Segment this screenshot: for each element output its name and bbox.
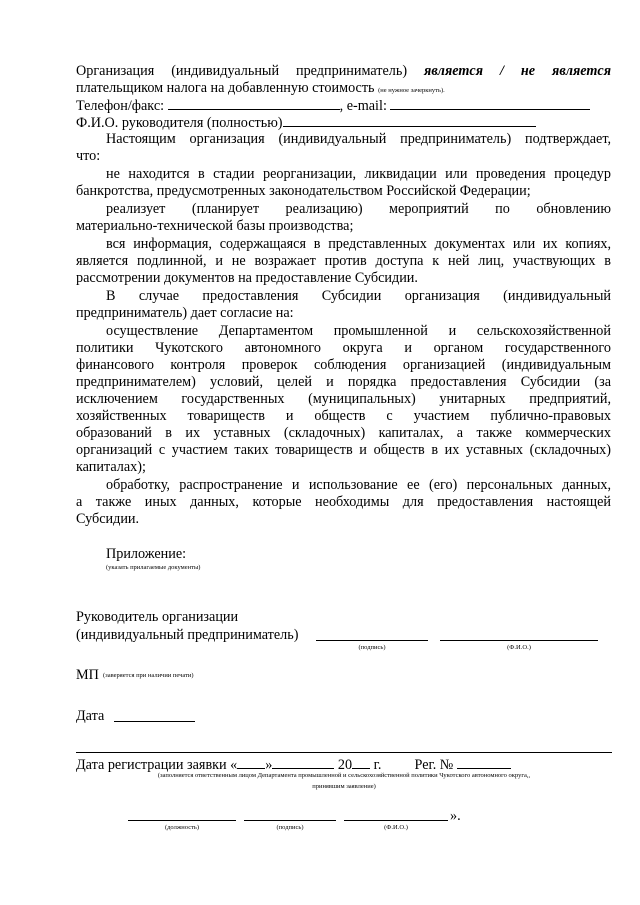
item-authenticity-end: рассмотрении документов на предоставление Субсидии.: [76, 270, 418, 286]
org-prefix-text: Организация (индивидуальный предприниматель): [76, 63, 408, 79]
consent-item-inspection-3: финансового контроля проверок соблюдения организацией (индивидуальным: [76, 357, 611, 373]
item-modernization: реализует (планирует реализацию) мероприятий по обновлению: [106, 201, 611, 217]
email-field[interactable]: [390, 97, 590, 110]
item-authenticity: вся информация, содержащаяся в представленных документах или их копиях,: [106, 236, 611, 252]
head-name-label: Ф.И.О. руководителя (полностью): [76, 115, 283, 131]
email-label: , e-mail:: [339, 98, 387, 114]
consent-item-inspection: осуществление Департаментом промышленной и сельскохозяйственной: [106, 323, 611, 339]
consent-item-inspection-4: предпринимателем) условий, целей и порядка предоставления Субсидии (за: [76, 374, 611, 390]
attachment-note: (указать прилагаемые документы): [106, 564, 201, 571]
head-title-line2: (индивидуальный предприниматель): [76, 627, 299, 643]
consent-paragraph-cont: предприниматель) дает согласие на:: [76, 305, 294, 321]
official-fio-line[interactable]: [344, 820, 448, 821]
consent-item-inspection-6: хозяйственных товариществ и обществ с участием публично-правовых: [76, 408, 611, 424]
is-option: является: [424, 63, 484, 79]
head-signature-line[interactable]: [316, 640, 428, 641]
vat-text: плательщиком налога на добавленную стоимость: [76, 80, 375, 96]
official-signature-line[interactable]: [244, 820, 336, 821]
phone-label: Телефон/факс:: [76, 98, 165, 114]
head-name-line: [76, 114, 611, 132]
registration-day-field[interactable]: [237, 756, 265, 769]
official-signature-caption: (подпись): [276, 824, 304, 831]
date-label: Дата: [76, 708, 105, 724]
is-not-option: не является: [520, 63, 612, 79]
year-suffix: г.: [373, 757, 382, 773]
registration-divider: [76, 752, 612, 753]
consent-item-inspection-5: исключением государственных (муниципальных) унитарных предприятий,: [76, 391, 611, 407]
head-title-line1: Руководитель организации: [76, 609, 239, 625]
consent-item-inspection-8: организаций с участием таких товариществ и обществ в их уставных (складочных): [76, 442, 611, 458]
consent-item-personal-data: обработку, распространение и использование ее (его) персональных данных,: [106, 477, 611, 493]
phone-field[interactable]: [168, 97, 340, 110]
stamp-note: (заверяется при наличии печати): [103, 672, 194, 679]
registration-year-field[interactable]: [352, 756, 370, 769]
registration-date-label: Дата регистрации заявки «: [76, 757, 238, 773]
item-authenticity-cont: является подлинной, и не возражает против доступа к ней лиц, участвующих в: [76, 253, 611, 269]
confirm-text-cont: что:: [76, 148, 101, 164]
contacts-line: [76, 97, 611, 115]
registration-note: (заполняется ответственным лицом Департамента промышленной и сельскохозяйственной политики Чукотского автономного округа,,: [157, 772, 531, 779]
year-prefix: 20: [337, 757, 353, 773]
registration-month-field[interactable]: [272, 756, 334, 769]
reg-number-label: Рег. №: [414, 757, 454, 773]
consent-item-personal-data-2: а также иных данных, которые необходимы для предоставления настоящей: [76, 494, 611, 510]
head-fio-line[interactable]: [440, 640, 598, 641]
consent-item-personal-data-3: Субсидии.: [76, 511, 140, 527]
vat-status-line: [76, 63, 611, 80]
consent-paragraph: В случае предоставления Субсидии организация (индивидуальный: [106, 288, 611, 304]
vat-note: (не нужное зачеркнуть).: [378, 87, 445, 94]
official-position-caption: (должность): [164, 824, 200, 831]
item-reorganization-cont: банкротства, предусмотренных законодательством Российской Федерации;: [76, 183, 531, 199]
head-name-field[interactable]: [283, 114, 536, 127]
head-fio-caption: (Ф.И.О.): [507, 644, 531, 651]
item-reorganization: не находится в стадии реорганизации, ликвидации или проведения процедур: [106, 166, 611, 182]
official-fio-caption: (Ф.И.О.): [384, 824, 408, 831]
registration-note-cont: принявшим заявление): [312, 783, 376, 790]
consent-item-inspection-2: политики Чукотского автономного округа и органом государственного: [76, 340, 611, 356]
consent-item-inspection-7: образований в их уставных (складочных) капиталах, а также коммерческих: [76, 425, 611, 441]
official-position-line[interactable]: [128, 820, 236, 821]
confirm-text: Настоящим организация (индивидуальный предприниматель) подтверждает,: [106, 131, 611, 147]
attachment-label: Приложение:: [106, 546, 187, 562]
close-quote: »: [265, 757, 273, 773]
head-signature-caption: (подпись): [358, 644, 386, 651]
item-modernization-cont: материально-технической базы производства;: [76, 218, 354, 234]
slash-separator: /: [500, 63, 504, 79]
closing-mark: ».: [450, 808, 461, 824]
date-field[interactable]: [114, 721, 195, 722]
consent-item-inspection-9: капиталах);: [76, 459, 146, 475]
reg-number-field[interactable]: [457, 756, 511, 769]
confirm-paragraph: [76, 131, 611, 148]
stamp-label: МП: [76, 667, 99, 683]
